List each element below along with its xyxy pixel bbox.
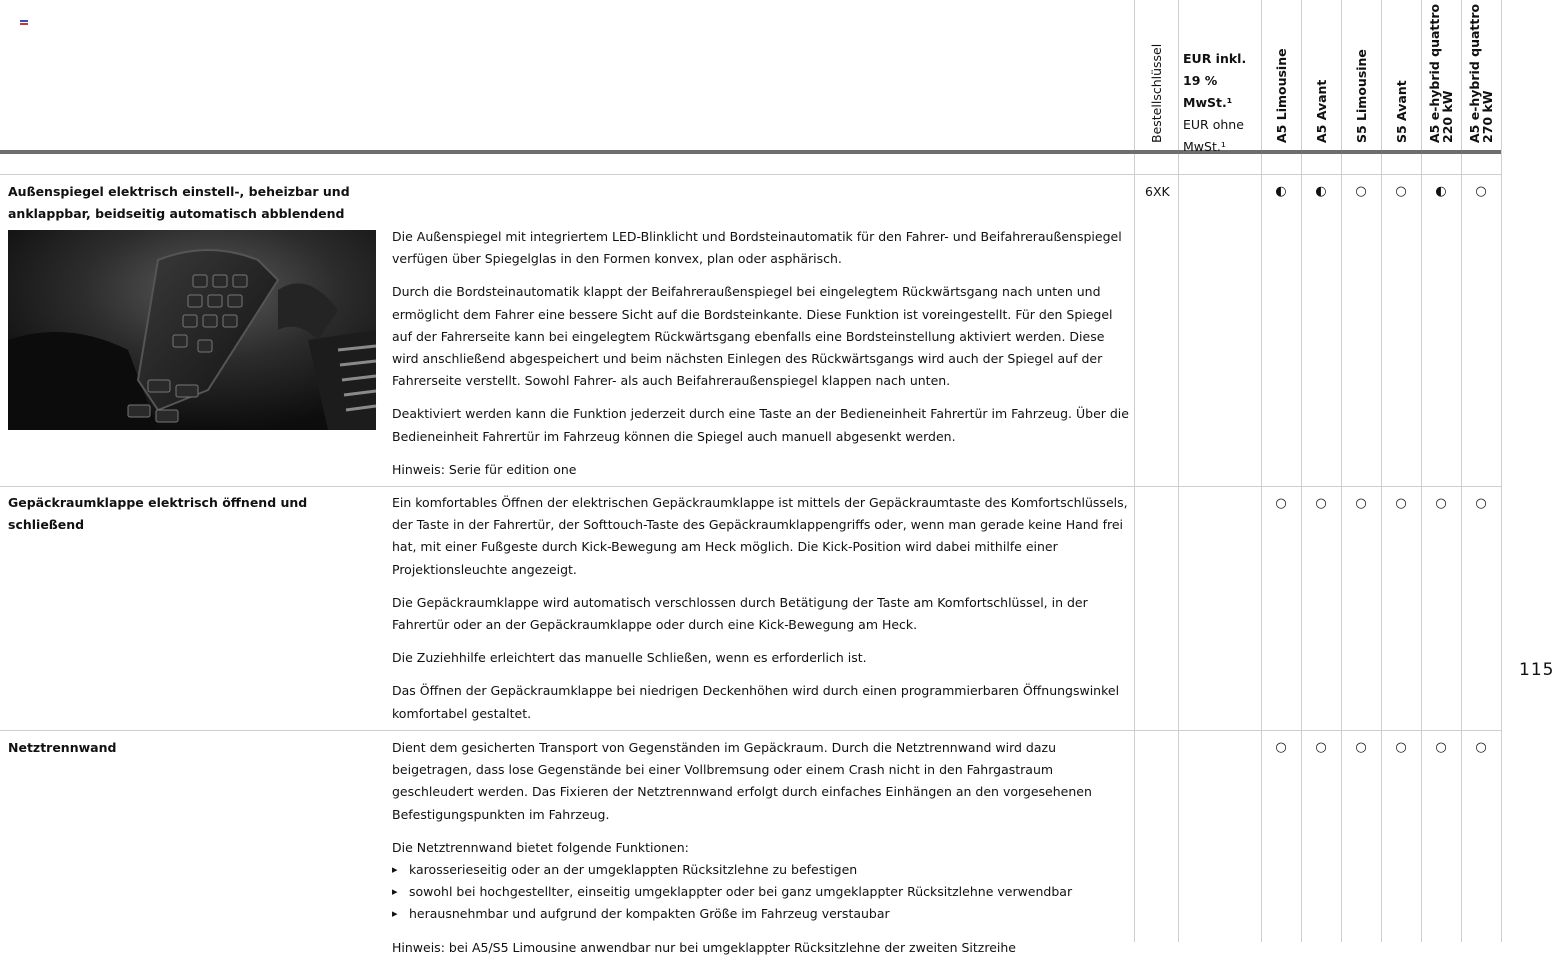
header-price-excl-2: MwSt.¹ [1183,139,1226,154]
paragraph: Die Gepäckraumklappe wird automatisch verschlossen durch Betätigung der Taste am Komfortschlüssel, in der Fahrertür oder an der Gepäckraumklappe oder durch eine Kick-Bewegung am Heck. [392,594,1088,633]
availability-symbol: ○ [1355,496,1367,511]
availability-symbol: ○ [1355,184,1367,199]
col-divider [1461,0,1462,942]
header-bestellschluessel: Bestellschlüssel [1149,43,1164,143]
list-item: ▸ herausnehmbar und aufgrund der kompakten Größe im Fahrzeug verstaubar [392,903,1130,925]
availability-symbol: ○ [1475,740,1487,755]
row-description [392,492,1130,736]
door-control-panel-photo [8,230,376,430]
availability-symbol: ○ [1395,496,1407,511]
order-code: 6XK [1145,184,1170,199]
header-price [1183,48,1261,158]
row-description [392,226,1130,492]
col-divider [1134,0,1135,942]
col-divider [1381,0,1382,942]
availability-symbol: ○ [1275,496,1287,511]
row-rule [0,486,1501,487]
col-divider [1501,0,1502,942]
header-price-excl-1: EUR ohne [1183,117,1244,132]
availability-symbol: ◐ [1435,184,1447,199]
brand-flag-icon [20,20,28,27]
feature-list [392,859,1130,926]
header-model: S5 Avant [1394,80,1409,143]
row-title: Außenspiegel elektrisch einstell-, beheizbar und anklappbar, beidseitig automatisch abblendend [8,184,350,221]
availability-symbol: ○ [1435,740,1447,755]
header-model: A5 Limousine [1274,48,1289,143]
paragraph: Durch die Bordsteinautomatik klappt der Beifahreraußenspiegel bei eingelegtem Rückwärtsgang nach unten und ermöglicht dem Fahrer eine bessere Sicht auf die Bordsteinkante. Diese Funktion ist voreingestellt. Für den Spiegel auf der Fahrerseite kann bei eingelegtem Rückwärtsgang ebenfalls eine Bordsteinstellung aktiviert werden. Diese wird anschließend abgespeichert und beim nächsten Einlegen des Rückwärtsgangs wird auch der Spiegel auf der Fahrerseite verstellt. Sowohl Fahrer- als auch Beifahreraußenspiegel klappen nach unten. [392,284,1113,389]
col-divider [1178,0,1179,942]
col-divider [1341,0,1342,942]
availability-symbol: ○ [1275,740,1287,755]
paragraph: Die Netztrennwand bietet folgende Funktionen: [392,839,689,855]
paragraph: Die Zuziehhilfe erleichtert das manuelle Schließen, wenn es erforderlich ist. [392,650,867,666]
availability-symbol: ○ [1315,496,1327,511]
availability-symbol: ○ [1475,496,1487,511]
availability-symbol: ◐ [1275,184,1287,199]
col-divider [1261,0,1262,942]
availability-symbol: ○ [1315,740,1327,755]
row-title: Netztrennwand [8,740,117,755]
availability-symbol: ○ [1435,496,1447,511]
availability-symbol: ○ [1395,184,1407,199]
header-model: A5 e-hybrid quattro [1467,3,1482,143]
availability-symbol: ○ [1475,184,1487,199]
paragraph-note: Hinweis: Serie für edition one [392,461,577,477]
availability-symbol: ○ [1395,740,1407,755]
paragraph: Dient dem gesicherten Transport von Gegenständen im Gepäckraum. Durch die Netztrennwand wird dazu beigetragen, dass lose Gegenstände bei einer Vollbremsung oder einem Crash nicht in den Fahrgastraum geschleudert werden. Das Fixieren der Netztrennwand erfolgt durch einfaches Einhängen an den vorgesehenen Befestigungspunkten im Fahrzeug. [392,740,1092,822]
availability-symbol: ◐ [1315,184,1327,199]
col-divider [1301,0,1302,942]
row-title: Gepäckraumklappe elektrisch öffnend und schließend [8,495,308,532]
header-price-incl-1: EUR inkl. [1183,51,1247,66]
page-number: 115 [1519,660,1554,680]
paragraph: Die Außenspiegel mit integriertem LED-Blinklicht und Bordsteinautomatik für den Fahrer- und Beifahreraußenspiegel verfügen über Spiegelglas in den Formen konvex, plan oder asphärisch. [392,229,1122,267]
col-divider [1421,0,1422,942]
paragraph: Das Öffnen der Gepäckraumklappe bei niedrigen Deckenhöhen wird durch einen programmierbaren Öffnungswinkel komfortabel gestaltet. [392,683,1120,721]
header-model: S5 Limousine [1354,49,1369,143]
header-model-power: 270 kW [1480,90,1495,143]
row-rule [0,174,1501,175]
paragraph-note: Hinweis: bei A5/S5 Limousine anwendbar nur bei umgeklappter Rücksitzlehne der zweiten Sitzreihe [392,939,1016,955]
availability-symbol: ○ [1355,740,1367,755]
header-price-incl-2: 19 % MwSt.¹ [1183,73,1233,110]
header-model-power: 220 kW [1440,90,1455,143]
list-item: ▸ sowohl bei hochgestellter, einseitig umgeklappter oder bei ganz umgeklappter Rücksitzlehne verwendbar [392,881,1130,903]
row-rule [0,730,1501,731]
paragraph: Ein komfortables Öffnen der elektrischen Gepäckraumklappe ist mittels der Gepäckraumtaste des Komfortschlüssels, der Taste in der Fahrertür, der Softtouch-Taste des Gepäckraumklappengriffs oder, wenn man gerade keine Hand frei hat, mit einer Fußgeste durch Kick-Bewegung am Heck möglich. Die Kick-Position wird dabei mithilfe einer Projektionsleuchte angezeigt. [392,495,1128,577]
list-item: ▸ karosserieseitig oder an der umgeklappten Rücksitzlehne zu befestigen [392,859,1130,881]
row-description [392,737,1130,970]
header-rule [0,150,1501,154]
paragraph: Deaktiviert werden kann die Funktion jederzeit durch eine Taste an der Bedieneinheit Fahrertür im Fahrzeug. Über die Bedieneinheit Fahrertür im Fahrzeug können die Spiegel auch manuell abgesenkt werden. [392,406,1129,444]
header-model: A5 e-hybrid quattro [1427,3,1442,143]
header-model: A5 Avant [1314,79,1329,143]
